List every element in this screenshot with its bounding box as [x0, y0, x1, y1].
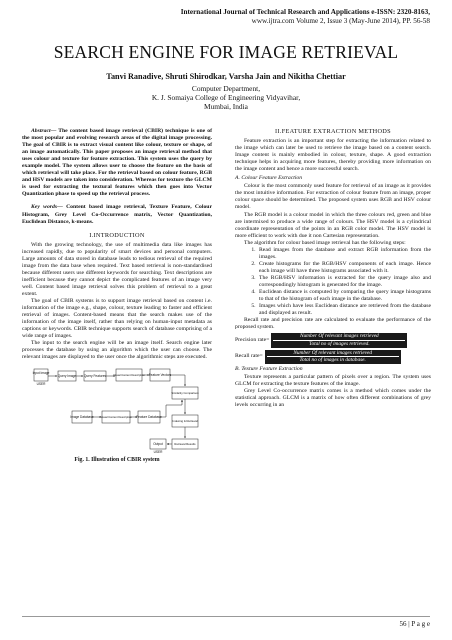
- keywords: [22, 204, 212, 225]
- affiliation-dept: Computer Department,: [191, 84, 261, 93]
- algorithm-step: 4. Euclidean distance is computed by comparing the query image histograms to that of the histogram of each image in the database.: [257, 289, 431, 303]
- affiliation-college: K. J. Somaiya College of Engineering Vidyavihar,: [151, 93, 301, 102]
- results-label: Retrieval Results: [174, 442, 196, 447]
- intro-paragraph-3: The input to the search engine will be an image itself. Search engine later processes the database by using an algorithm which the user can choose. The relevant images are displayed to the user once the algorithmic steps are executed.: [22, 340, 212, 361]
- abstract-label: Abstract—: [31, 128, 57, 134]
- image-database-label: Image Database: [70, 415, 94, 420]
- right-column: [235, 128, 431, 409]
- intro-paragraph-1: With the growing technology, the use of multimedia data like images has increased rapidly, due to popularity of smart devices and personal computers. Large amounts of data stored in database leads to tedious retrieval of the required image from the data base when required. Text based retrieval is non-standardised because different users use different keywords for searching. Text descriptions are inefficient because they cannot depict the complicated features of an image very well. Content based image retrieval solves this problem of retrieval to a great extent.: [22, 241, 212, 297]
- algorithm-step: 1. Read images from the database and extract RGB information from the images.: [257, 247, 431, 261]
- footer-divider: [22, 616, 430, 617]
- precision-label: Precision rate=: [235, 336, 270, 343]
- input-image-label: Input Image: [32, 371, 50, 376]
- query-features-label: Query Features: [83, 374, 107, 379]
- feature-heading: II.FEATURE EXTRACTION METHODS: [275, 128, 391, 135]
- abstract-text: The content based image retrieval (CBIR) technique is one of the most popular and evolving research areas of the digital image processing. The goal of CBIR is to extract visual content like colour, texture or shape, of an image automatically. This paper proposes an image retrieval method that uses colour and texture for feature extraction. This system uses the query by example model. The system allows user to choose the feature on the basis of which retrieval will take place. For the retrieval based on colour feature, RGB and HSV models are taken into consideration. Whereas for texture the GLCM is used for extracting the textural features which then goes into Vector Quantization phase to speed up the retrieval process.: [22, 128, 212, 198]
- algorithm-step: 5. Images which have less Euclidean distance are retrieved from the database and displayed as result.: [257, 303, 431, 317]
- colour-subheading: A. Colour Feature Extraction: [235, 175, 303, 182]
- recall-formula: [235, 350, 431, 364]
- evaluation-paragraph: Recall rate and precision rate are calculated to evaluate the performance of the proposed system.: [235, 317, 431, 331]
- algorithm-step: 2. Create histograms for the RGB/HSV components of each image. Hence each image will have three histograms associated with it.: [257, 261, 431, 275]
- colour-paragraph-1: Colour is the most commonly used feature for retrieval of an image as it provides the most intuitive information. For extraction of colour feature from an image, proper colour space should be determined. The proposed system uses RGB and HSV colour model.: [235, 183, 431, 211]
- colour-paragraph-3: The algorithm for colour based image retrieval has the following steps:: [244, 239, 406, 246]
- affiliation-city: Mumbai, India: [204, 102, 248, 111]
- keywords-text: Content based image retrieval, Texture Feature, Colour Histogram, Grey Level Co-Occurrence matrix, Vector Quantization, Euclidean Distance, k-means.: [22, 204, 212, 225]
- recall-numerator: Number Of relevant images retrieved: [293, 349, 373, 356]
- texture-subheading: B. Texture Feature Extraction: [235, 365, 303, 372]
- affiliation: [0, 84, 452, 111]
- visual-content-label: Visual Content Description: [113, 374, 145, 378]
- texture-paragraph-2: Grey Level Co-occurrence matrix comes is a method which comes under the statistical approach. GLCM is a matrix of how often different combinations of grey levels occurring in an: [235, 387, 431, 408]
- keywords-label: Key words—: [31, 204, 63, 211]
- intro-paragraph-2: The goal of CBIR systems is to support image retrieval based on content i.e. information of the image e.g., shape, colour, texture leading to faster and efficient retrieval of images. Content-based means that the search makes use of the information of the image itself, rather than relying on human-input metadata as captions or keywords. CBIR technique supports search of database comprising of a wide range of images.: [22, 298, 212, 340]
- query-image-label: Query Image: [57, 374, 77, 379]
- precision-numerator: Number Of relevant images retrieved: [299, 333, 379, 340]
- intro-heading: I.INTRODUCTION: [89, 231, 145, 239]
- figure-caption: Fig. 1. Illustration of CBIR system: [74, 457, 160, 464]
- journal-header: [70, 8, 430, 26]
- user-label-2: USER: [153, 450, 163, 454]
- paper-title: SEARCH ENGINE FOR IMAGE RETRIEVAL: [53, 42, 399, 62]
- cbir-diagram: [32, 365, 202, 453]
- algorithm-step: 3. The RGB/HSV information is extracted for the query image also and correspondingly histogram is generated for the image.: [257, 275, 431, 289]
- feature-vectors-label: Feature Vectors: [148, 373, 172, 378]
- precision-denominator: Total no of images retrieved.: [273, 340, 405, 348]
- feature-paragraph-1: Feature extraction is an important step for extracting the information related to the image which can later be used to retrieve the image based on a content search. Image content is mainly embodied in colour, texture, shape. A good extraction technique helps in acquiring more features, thereby providing more information on the image content and hence a more successful search.: [235, 138, 431, 173]
- recall-fraction: [265, 350, 401, 364]
- algorithm-steps: [235, 247, 431, 317]
- journal-header-line2: www.ijtra.com Volume 2, Issue 3 (May-June 2014), PP. 56-58: [251, 17, 430, 25]
- feature-database-label: Feature Database: [136, 415, 162, 420]
- recall-label: Recall rate=: [235, 353, 263, 360]
- similarity-label: Similarity Comparison: [171, 391, 199, 396]
- output-label: Output: [153, 442, 163, 447]
- user-label-1: USER: [36, 382, 46, 387]
- journal-header-line1: International Journal of Technical Research and Applications e-ISSN: 2320-8163,: [180, 8, 430, 16]
- precision-fraction: [271, 333, 407, 347]
- page-number: 56 | P a g e: [399, 620, 430, 628]
- recall-denominator: Total no of images in database.: [267, 356, 399, 364]
- indexing-label: Indexing & Retrieval: [172, 419, 198, 424]
- texture-paragraph-1: Texture represents a particular pattern of pixels over a region. The system uses GLCM for extracting the texture features of the image.: [235, 373, 431, 387]
- colour-paragraph-2: The RGB model is a colour model in which the three colours red, green and blue are intermixed to produce a wide range of colours. The HSV model is a cylindrical coordinate representation of the points in an RGB color model. The HSV model is more efficient to work with due it non Cartesian representation.: [235, 211, 431, 239]
- visual-content-label-2: Visual Content Description: [100, 416, 132, 420]
- precision-formula: [235, 333, 431, 347]
- abstract: [22, 128, 212, 198]
- paper-authors: Tanvi Ranadive, Shruti Shirodkar, Varsha Jain and Nikitha Chettiar: [106, 72, 346, 81]
- cbir-figure: [32, 365, 202, 453]
- left-column: [22, 128, 212, 465]
